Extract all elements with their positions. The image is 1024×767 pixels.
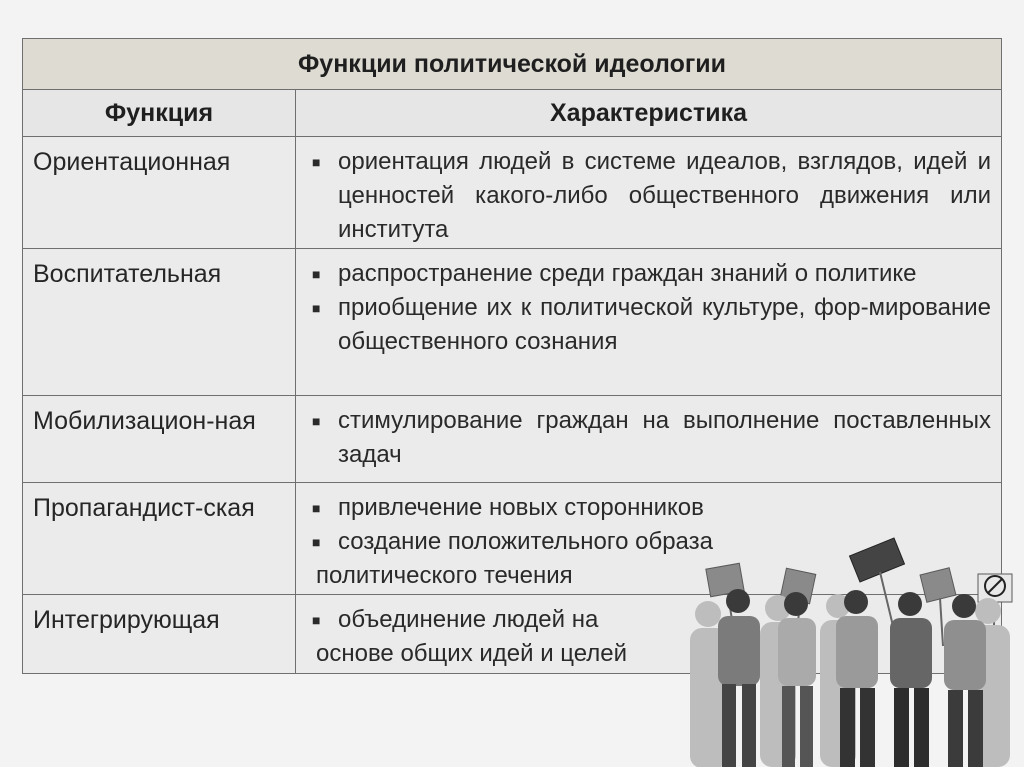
table-header-row (23, 90, 1001, 137)
list-item-continuation: политического течения (316, 562, 573, 589)
function-name: Мобилизацион-ная (23, 396, 296, 482)
list-item: ■ привлечение новых сторонников (308, 491, 991, 525)
list-item-continuation: основе общих идей и целей (316, 640, 628, 667)
characteristic-cell (296, 249, 1001, 395)
square-bullet-icon: ■ (312, 266, 321, 282)
list-item: ■ объединение людей на (308, 603, 991, 637)
table-row (23, 396, 1001, 483)
square-bullet-icon: ■ (312, 534, 321, 550)
protest-crowd-illustration (688, 536, 1024, 767)
function-name: Пропагандист-ская (23, 483, 296, 594)
list-item: ■ стимулирование граждан на выполнение поставленных задач (308, 404, 991, 472)
table-title: Функции политической идеологии (23, 39, 1001, 90)
header-characteristic: Характеристика (550, 98, 747, 127)
list-item: ■ приобщение их к политической культуре, фор-мирование общественного сознания (308, 291, 991, 359)
function-name: Воспитательная (23, 249, 296, 395)
characteristic-cell (296, 396, 1001, 482)
list-item: ■ распространение среди граждан знаний о политике (308, 257, 991, 291)
table-row (23, 137, 1001, 249)
function-name: Ориентационная (23, 137, 296, 248)
characteristic-cell (296, 137, 1001, 248)
list-item: ■ создание положительного образа (308, 525, 991, 559)
table-row (23, 249, 1001, 396)
function-name: Интегрирующая (23, 595, 296, 673)
list-item: ■ ориентация людей в системе идеалов, взглядов, идей и ценностей какого-либо общественного движения или института (308, 145, 991, 247)
square-bullet-icon: ■ (312, 500, 321, 516)
square-bullet-icon: ■ (312, 300, 321, 316)
square-bullet-icon: ■ (312, 612, 321, 628)
header-function: Функция (23, 90, 296, 136)
square-bullet-icon: ■ (312, 154, 321, 170)
square-bullet-icon: ■ (312, 413, 321, 429)
